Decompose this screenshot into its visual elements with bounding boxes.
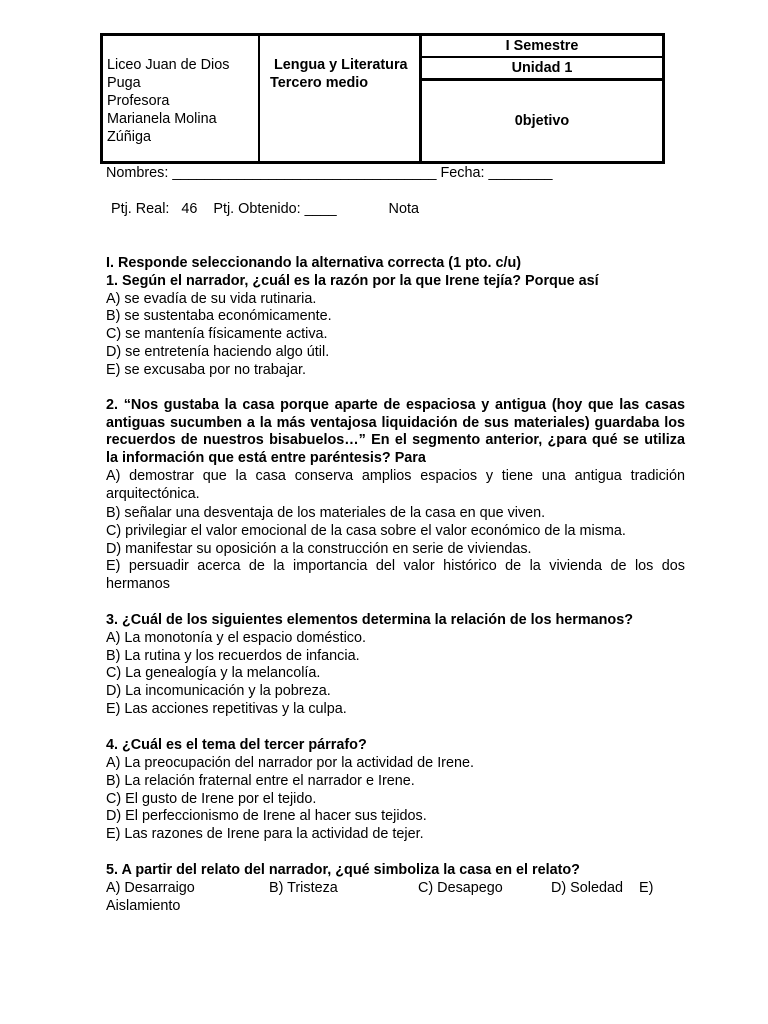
school-cell (103, 36, 260, 161)
question-2-text: 2. “Nos gustaba la casa porque aparte de espaciosa y antigua (hoy que las casas antiguas sucumben a la más ventajosa liquidación de sus materiales) guardaba los recuerdos de nuestros bisabuelos…” En el segmento anterior, ¿para qué se utiliza la información que está entre paréntesis? Para (106, 397, 685, 466)
q5-option-b: B) Tristeza (269, 880, 338, 896)
q1-option-c: C) se mantenía físicamente activa. (106, 326, 328, 342)
q4-option-e: E) Las razones de Irene para la actividad de tejer. (106, 826, 424, 842)
course-name: Tercero medio (270, 75, 369, 91)
subject-name: Lengua y Literatura (274, 57, 408, 73)
question-4-text: 4. ¿Cuál es el tema del tercer párrafo? (106, 737, 367, 753)
q5-option-d: D) Soledad (551, 880, 623, 896)
q5-option-e-text: Aislamiento (106, 898, 181, 914)
q5-option-c: C) Desapego (418, 880, 503, 896)
school-line: Liceo Juan de Dios (107, 57, 230, 73)
semester-label: I Semestre (422, 36, 662, 58)
question-3-text: 3. ¿Cuál de los siguientes elementos determina la relación de los hermanos? (106, 612, 634, 628)
q1-option-e: E) se excusaba por no trabajar. (106, 362, 306, 378)
q5-option-e: E) (639, 880, 654, 896)
header-table (100, 33, 665, 164)
q3-option-d: D) La incomunicación y la pobreza. (106, 683, 331, 699)
q3-option-a: A) La monotonía y el espacio doméstico. (106, 630, 366, 646)
q3-option-c: C) La genealogía y la melancolía. (106, 665, 321, 681)
objective-label: 0bjetivo (514, 113, 570, 129)
unit-label: Unidad 1 (422, 58, 662, 81)
question-5-text: 5. A partir del relato del narrador, ¿qué simboliza la casa en el relato? (106, 862, 580, 878)
q4-option-a: A) La preocupación del narrador por la actividad de Irene. (106, 755, 474, 771)
q2-option-d: D) manifestar su oposición a la construcción en serie de viviendas. (106, 541, 532, 557)
q4-option-c: C) El gusto de Irene por el tejido. (106, 791, 317, 807)
names-date-line: Nombres: _________________________________ Fecha: ________ (106, 165, 553, 181)
q1-option-d: D) se entretenía haciendo algo útil. (106, 344, 330, 360)
q2-option-a: A) demostrar que la casa conserva amplios espacios y tiene una antigua tradición arquitectónica. (106, 468, 685, 502)
score-line: Ptj. Real: 46 Ptj. Obtenido: ____ Nota (111, 201, 419, 217)
section-title: I. Responde seleccionando la alternativa correcta (1 pto. c/u) (106, 255, 522, 271)
q3-option-e: E) Las acciones repetitivas y la culpa. (106, 701, 347, 717)
school-line: Puga (107, 75, 141, 91)
subject-cell (260, 36, 422, 161)
q2-option-e: E) persuadir acerca de la importancia del valor histórico de la vivienda de los dos hermanos (106, 558, 685, 592)
q4-option-d: D) El perfeccionismo de Irene al hacer sus tejidos. (106, 808, 427, 824)
q1-option-b: B) se sustentaba económicamente. (106, 308, 332, 324)
q2-option-b: B) señalar una desventaja de los materiales de la casa en que viven. (106, 505, 546, 521)
school-line: Marianela Molina (107, 111, 217, 127)
q4-option-b: B) La relación fraternal entre el narrador e Irene. (106, 773, 415, 789)
info-cell (422, 36, 662, 161)
q3-option-b: B) La rutina y los recuerdos de infancia. (106, 648, 360, 664)
q5-option-a: A) Desarraigo (106, 880, 195, 896)
school-line: Profesora (107, 93, 170, 109)
q2-option-c: C) privilegiar el valor emocional de la casa sobre el valor económico de la misma. (106, 523, 626, 539)
school-line: Zúñiga (107, 129, 152, 145)
q1-option-a: A) se evadía de su vida rutinaria. (106, 291, 317, 307)
question-1-text: 1. Según el narrador, ¿cuál es la razón por la que Irene tejía? Porque así (106, 273, 599, 289)
